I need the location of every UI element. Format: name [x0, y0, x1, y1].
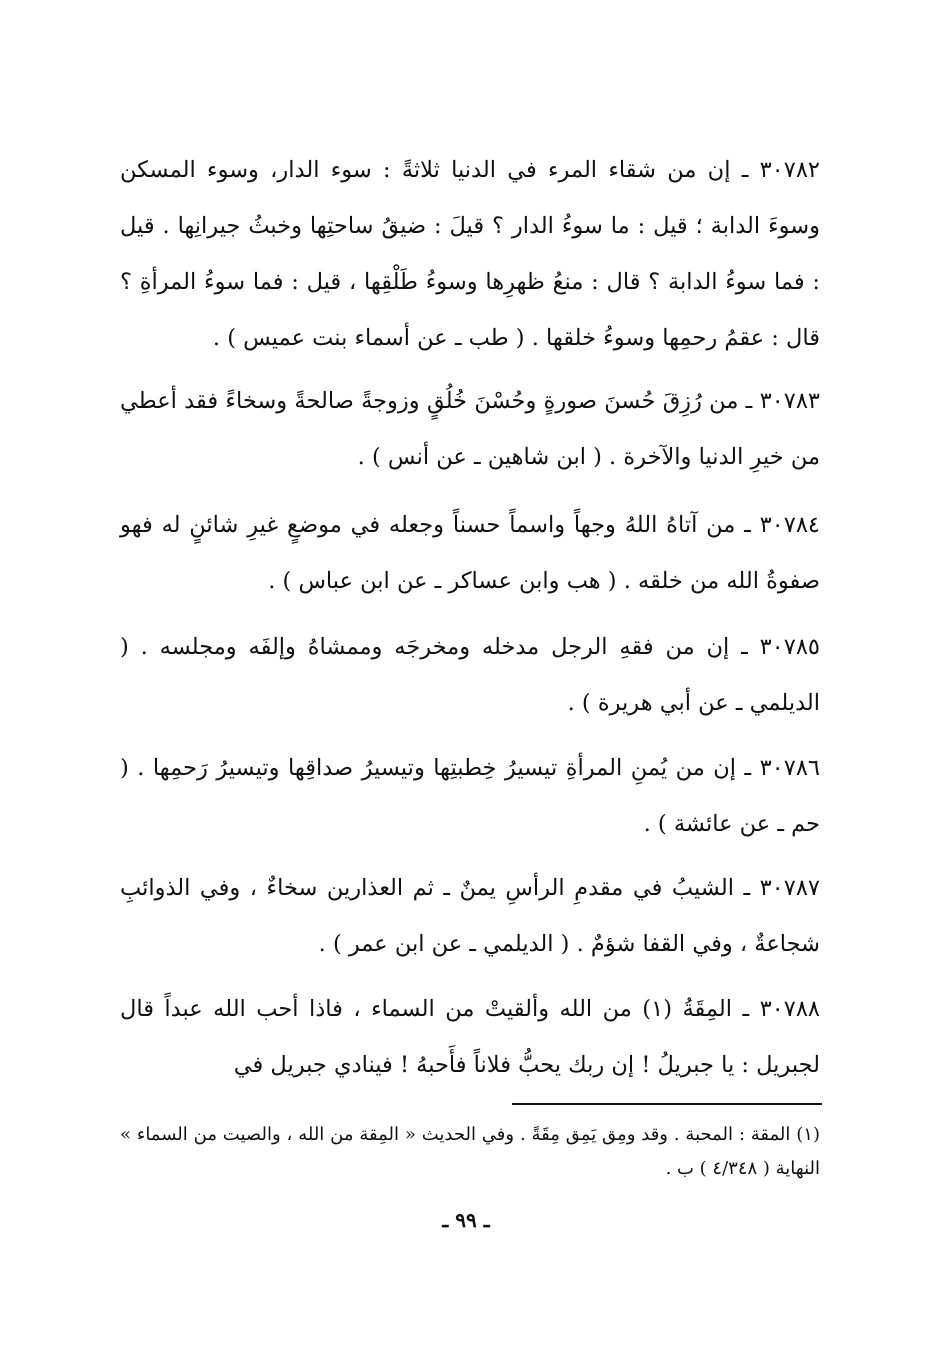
entry-dash: ـ — [742, 996, 750, 1022]
entry-dash: ـ — [744, 512, 751, 538]
entry-dash: ـ — [741, 157, 749, 183]
entry-number: ٣٠٧٨٧ — [759, 875, 821, 901]
entry-text: الشيبُ في مقدمِ الرأسِ يمنٌ ـ ثم العذارين سخاءٌ ، وفي الذوائبِ شجاعةٌ ، وفي القفا شؤمٌ . ( الديلمي ـ عن ابن عمر ) . — [120, 875, 820, 957]
entry-number: ٣٠٧٨٣ — [759, 388, 820, 414]
hadith-entry-30787 — [120, 860, 820, 972]
entry-number: ٣٠٧٨٤ — [759, 512, 821, 538]
hadith-entry-30785 — [120, 619, 820, 731]
entry-text: إن من شقاء المرء في الدنيا ثلاثةً : سوء الدار، وسوء المسكن وسوءَ الدابة ؛ قيل : ما سوءُ الدار ؟ قيلَ : ضيقُ ساحتِها وخبثُ جيرانِها . قيل : فما سوءُ الدابة ؟ قال : منعُ ظهرِها وسوءُ طَلْقِها ، قيل : فما سوءُ المرأةِ ؟ قال : عقمُ رحمِها وسوءُ خلقها . ( طب ـ عن أسماء بنت عميس ) . — [120, 157, 820, 351]
hadith-entry-30782 — [120, 142, 820, 366]
hadith-entry-30788 — [120, 981, 820, 1093]
entry-number: ٣٠٧٨٢ — [759, 157, 821, 183]
entry-dash: ـ — [741, 634, 748, 660]
entry-text: من رُزِقَ حُسنَ صورةٍ وحُسْنَ خُلُقٍ وزوجةً صالحةً وسخاءً فقد أعطي من خيرِ الدنيا والآخرة . ( ابن شاهين ـ عن أنس ) . — [120, 388, 820, 470]
entry-text: المِقَةُ (١) من الله وألقيتْ من السماء ، فاذا أحب الله عبداً قال لجبريل : يا جبريلُ ! إن ربك يحبُّ فلاناً فأَحبهُ ! فينادي جبريل في — [120, 996, 820, 1078]
entry-dash: ـ — [743, 875, 751, 901]
hadith-entry-30784 — [120, 497, 820, 609]
footnote: (١) المقة : المحبة . وقد ومِق يَمِق مِقَةً . وفي الحديث « المِقة من الله ، والصيت من السماء » النهاية ( ٤/٣٤٨ ) ب . — [120, 1124, 820, 1179]
entry-number: ٣٠٧٨٨ — [759, 996, 820, 1022]
entry-text: من آتاهُ اللهُ وجهاً واسماً حسناً وجعله في موضعٍ غيرِ شائنٍ له فهو صفوةُ الله من خلقه . ( هب وابن عساكر ـ عن ابن عباس ) . — [120, 512, 820, 594]
hadith-entry-30786 — [120, 740, 820, 852]
entry-number: ٣٠٧٨٦ — [759, 755, 820, 781]
entry-number: ٣٠٧٨٥ — [759, 634, 820, 660]
entry-text: إن من يُمنِ المرأةِ تيسيرُ خِطبتِها وتيسيرُ صداقِها وتيسيرُ رَحمِها . ( حم ـ عن عائشة ) . — [120, 755, 820, 837]
page-number: ـ ٩٩ ـ — [442, 1208, 490, 1232]
footnote-separator — [512, 1103, 822, 1105]
hadith-entry-30783 — [120, 373, 820, 485]
entry-dash: ـ — [744, 755, 752, 781]
entry-dash: ـ — [745, 388, 753, 414]
entry-text: إن من فقهِ الرجل مدخله ومخرجَه وممشاهُ وإلفَه ومجلسه . ( الديلمي ـ عن أبي هريرة ) . — [120, 634, 820, 716]
